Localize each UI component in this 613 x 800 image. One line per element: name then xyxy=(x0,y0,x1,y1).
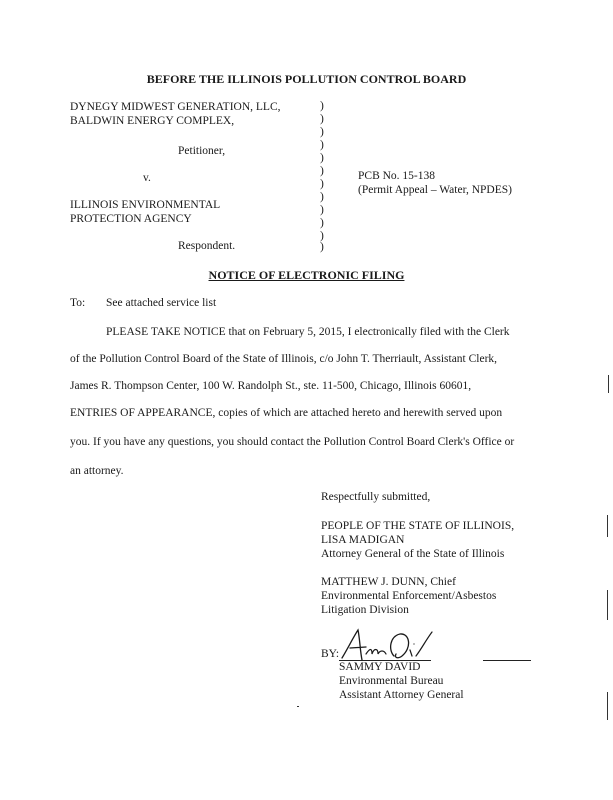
caption-paren: ) xyxy=(320,126,324,138)
case-number: PCB No. 15-138 xyxy=(358,170,435,182)
party-line-1: PEOPLE OF THE STATE OF ILLINOIS, xyxy=(321,520,515,532)
caption-paren: ) xyxy=(320,165,324,177)
body-line: an attorney. xyxy=(70,465,124,477)
notice-title: NOTICE OF ELECTRONIC FILING xyxy=(208,268,405,282)
chief-title-line-1: Environmental Enforcement/Asbestos xyxy=(321,590,497,602)
caption-paren: ) xyxy=(320,204,324,216)
petitioner-name-line-2: BALDWIN ENERGY COMPLEX, xyxy=(70,115,235,127)
versus-label: v. xyxy=(143,172,151,184)
party-line-3: Attorney General of the State of Illinois xyxy=(321,548,505,560)
body-line: you. If you have any questions, you should contact the Pollution Control Board Clerk's Office or xyxy=(70,436,515,448)
chief-name: MATTHEW J. DUNN, Chief xyxy=(321,576,456,588)
respondent-name-line-1: ILLINOIS ENVIRONMENTAL xyxy=(70,199,221,211)
petitioner-role: Petitioner, xyxy=(178,145,226,157)
party-line-2: LISA MADIGAN xyxy=(321,534,405,546)
caption-paren: ) xyxy=(320,100,324,112)
scan-artifact xyxy=(608,375,609,393)
case-type: (Permit Appeal – Water, NPDES) xyxy=(358,184,512,196)
scan-artifact xyxy=(297,706,299,707)
body-line: PLEASE TAKE NOTICE that on February 5, 2015, I electronically filed with the Clerk xyxy=(106,326,510,338)
scan-artifact xyxy=(607,692,608,720)
scan-artifact xyxy=(607,515,608,537)
date-line xyxy=(483,660,531,661)
handwritten-signature xyxy=(336,626,441,666)
caption-paren: ) xyxy=(320,152,324,164)
caption-paren: ) xyxy=(320,113,324,125)
signer-name: SAMMY DAVID xyxy=(339,661,421,673)
caption-paren: ) xyxy=(320,178,324,190)
respondent-name-line-2: PROTECTION AGENCY xyxy=(70,213,192,225)
respondent-role: Respondent. xyxy=(178,240,236,252)
signer-title-line-1: Environmental Bureau xyxy=(339,675,444,687)
caption-paren: ) xyxy=(320,191,324,203)
to-value: See attached service list xyxy=(106,297,217,309)
to-label: To: xyxy=(70,297,86,309)
chief-title-line-2: Litigation Division xyxy=(321,604,409,616)
petitioner-name-line-1: DYNEGY MIDWEST GENERATION, LLC, xyxy=(70,101,281,113)
closing-text: Respectfully submitted, xyxy=(321,491,431,503)
signer-title-line-2: Assistant Attorney General xyxy=(339,689,464,701)
scan-artifact xyxy=(607,590,608,620)
caption-paren: ) xyxy=(320,241,324,253)
caption-paren: ) xyxy=(320,230,324,242)
caption-paren: ) xyxy=(320,217,324,229)
document-heading: BEFORE THE ILLINOIS POLLUTION CONTROL BOARD xyxy=(146,72,467,86)
caption-paren: ) xyxy=(320,139,324,151)
body-line: of the Pollution Control Board of the State of Illinois, c/o John T. Therriault, Assistant Clerk, xyxy=(70,353,498,365)
body-line: ENTRIES OF APPEARANCE, copies of which are attached hereto and herewith served upon xyxy=(70,407,503,419)
by-label: BY: xyxy=(321,648,340,660)
body-line: James R. Thompson Center, 100 W. Randolph St., ste. 11-500, Chicago, Illinois 60601, xyxy=(70,380,472,392)
